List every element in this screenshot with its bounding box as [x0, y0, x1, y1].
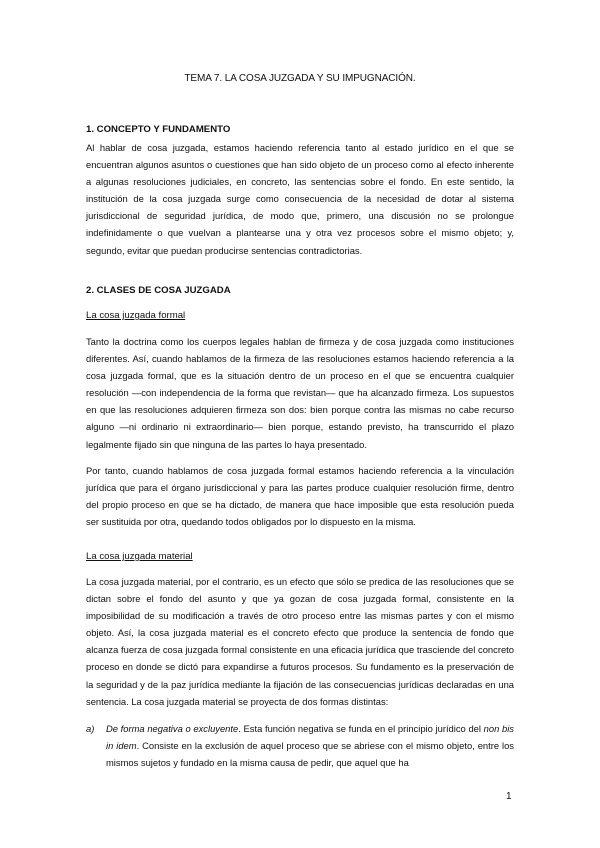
list-item-latin: non bis in idem [106, 723, 514, 752]
list-item-body [106, 720, 514, 771]
section-1-paragraph: Al hablar de cosa juzgada, estamos haciendo referencia tanto al estado jurídico en el que se encuentran algunos asuntos o cuestiones que han sido objeto de un proceso como al efecto inherente a algunas resoluciones judiciales, en concreto, las sentencias sobre el fondo. En este sentido, la institución de la cosa juzgada surge como consecuencia de la necesidad de dotar al sistema jurisdiccional de seguridad jurídica, de modo que, primero, una discusión no se prolongue indefinidamente o que vuelvan a plantearse una y otra vez procesos sobre el mismo objeto; y, segundo, evitar que puedan producirse sentencias contradictorias. [86, 142, 514, 256]
section-1-heading: 1. CONCEPTO Y FUNDAMENTO [86, 124, 231, 135]
list-item-a [86, 720, 514, 771]
formal-paragraph-1: Tanto la doctrina como los cuerpos legales hablan de firmeza y de cosa juzgada como instituciones diferentes. Así, cuando hablamos de la firmeza de las resoluciones estamos haciendo referencia a la cosa juzgada formal, que es la situación dentro de un proceso en el que se encuentra cualquier resolución —con independencia de la forma que revistan— que ha alcanzado firmeza. Los supuestos en que las resoluciones adquieren firmeza son dos: bien porque contra las mismas no cabe recurso alguno —ni ordinario ni extraordinario— bien porque, estando previsto, ha transcurrido el plazo legalmente fijado sin que ninguna de las partes lo haya presentado. [86, 336, 514, 450]
section-2-heading: 2. CLASES DE COSA JUZGADA [86, 285, 231, 296]
formal-subheading: La cosa juzgada formal [86, 310, 186, 321]
list-marker: a) [86, 723, 95, 734]
list-item-text-1: . Esta función negativa se funda en el principio jurídico del [238, 723, 484, 734]
list-item-term: De forma negativa o excluyente [106, 723, 239, 734]
document-title: TEMA 7. LA COSA JUZGADA Y SU IMPUGNACIÓN. [184, 73, 416, 84]
material-subheading: La cosa juzgada material [86, 551, 193, 562]
page-number: 1 [506, 791, 512, 802]
list-item-text-2: . Consiste en la exclusión de aquel proceso que se abriese con el mismo objeto, entre los mismos sujetos y fundado en la misma causa de pedir, que aquel que ha [106, 740, 514, 769]
material-paragraph: La cosa juzgada material, por el contrario, es un efecto que sólo se predica de las resoluciones que se dictan sobre el fondo del asunto y que ya gozan de cosa juzgada formal, consistente en la imposibilidad de su modificación a través de otro proceso entre las mismas partes y con el mismo objeto. Así, la cosa juzgada material es el concreto efecto que produce la sentencia de fondo que alcanza fuerza de cosa juzgada formal consistente en una eficacia jurídica que trasciende del concreto proceso en donde se dictó para expandirse a futuros procesos. Su fundamento es la preservación de la seguridad y de la paz jurídica mediante la fijación de las consecuencias jurídicas declaradas en una sentencia. La cosa juzgada material se proyecta de dos formas distintas: [86, 576, 514, 707]
formal-paragraph-2: Por tanto, cuando hablamos de cosa juzgada formal estamos haciendo referencia a la vinculación jurídica que para el órgano jurisdiccional y para las partes produce cualquier resolución firme, dentro del propio proceso en que se ha dictado, de manera que hace imposible que esta resolución pueda ser sustituida por otra, quedando todos obligados por lo dispuesto en la misma. [86, 465, 514, 528]
